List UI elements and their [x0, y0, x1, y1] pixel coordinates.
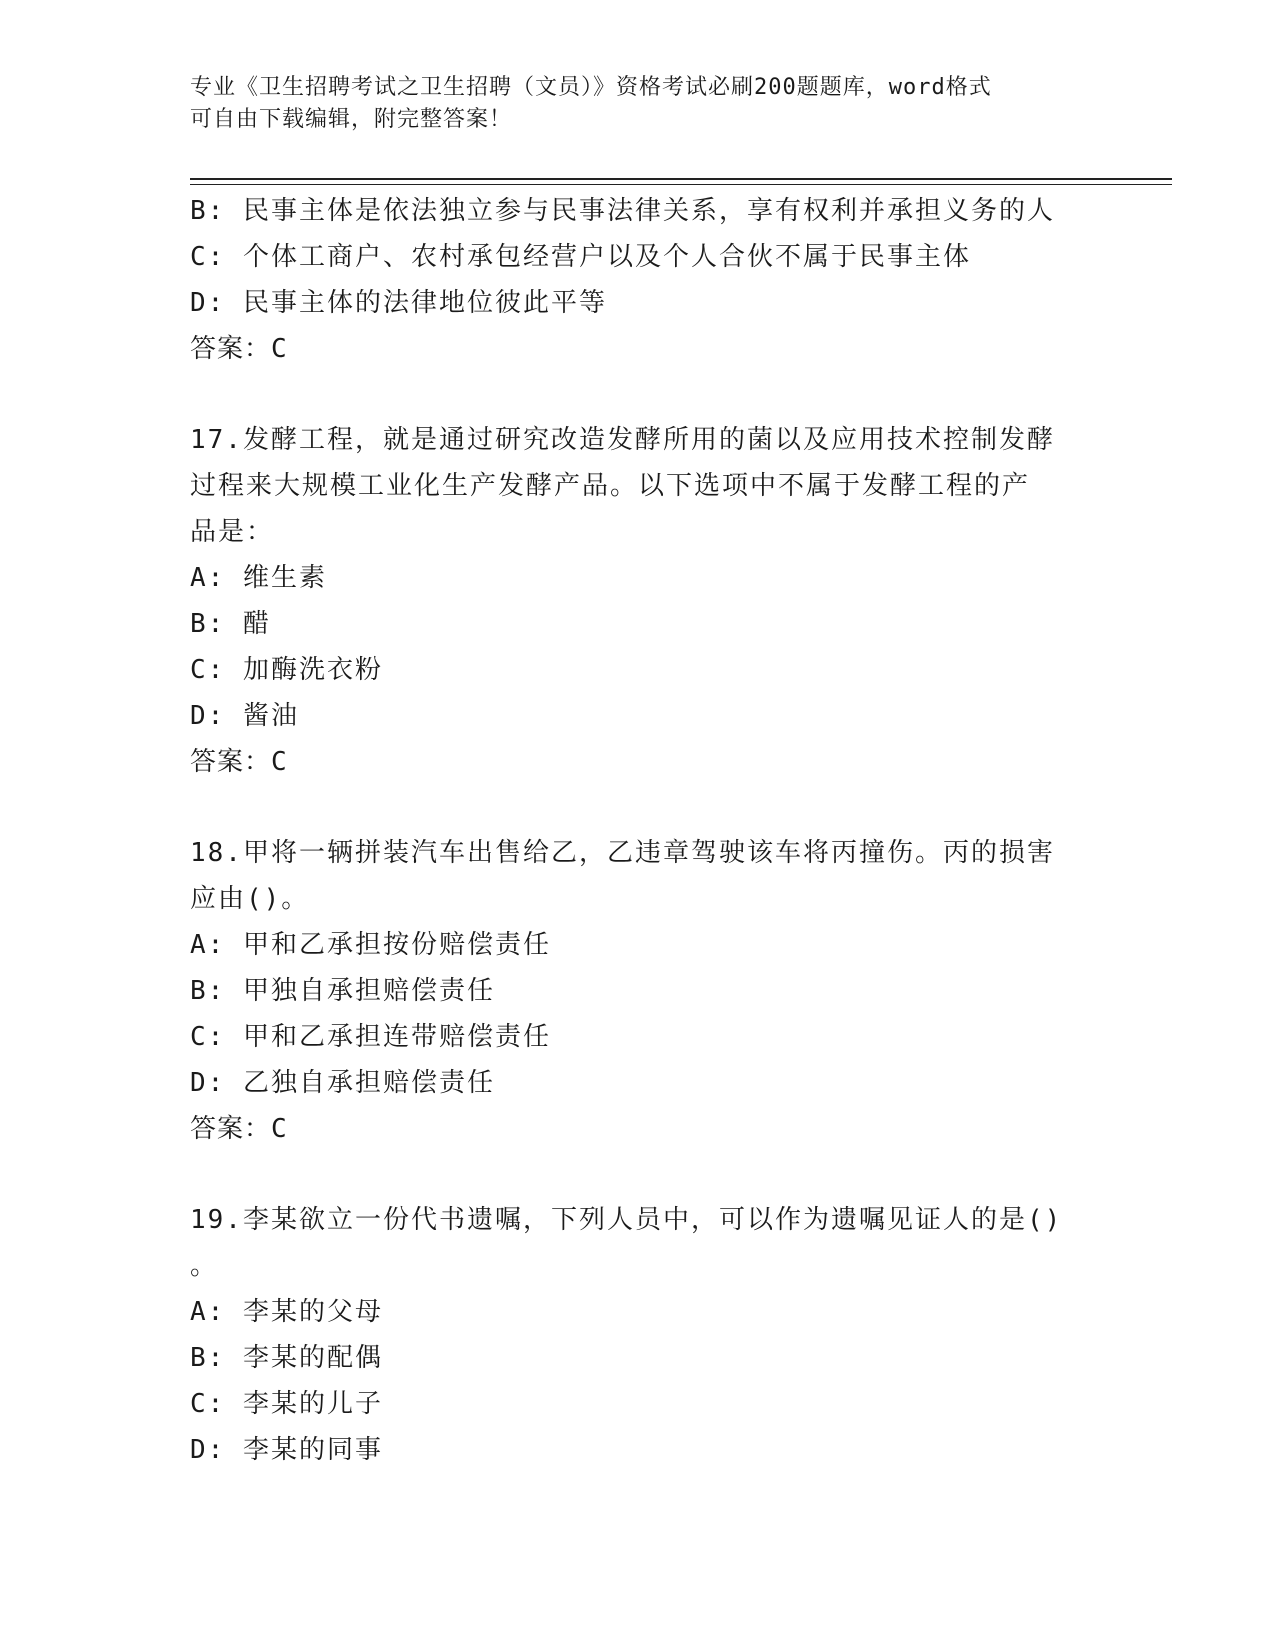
option-a: A: 李某的父母	[190, 1297, 383, 1327]
option-d: D: 李某的同事	[190, 1435, 383, 1465]
answer: 答案：C	[190, 1114, 288, 1144]
header-line-1: 专业《卫生招聘考试之卫生招聘（文员）》资格考试必刷200题题库，word格式	[190, 75, 992, 100]
option-b: B: 醋	[190, 609, 271, 639]
option-a: A: 甲和乙承担按份赔偿责任	[190, 930, 551, 960]
question-text-line: 应由()。	[190, 884, 310, 914]
page-header	[190, 72, 1090, 136]
question-19	[190, 1197, 1090, 1473]
option-d: D: 民事主体的法律地位彼此平等	[190, 288, 607, 318]
prev-question-block	[190, 188, 1090, 372]
document-body	[190, 188, 1090, 1473]
answer: 答案：C	[190, 747, 288, 777]
answer: 答案：C	[190, 334, 288, 364]
question-text-line: 18.甲将一辆拼装汽车出售给乙，乙违章驾驶该车将丙撞伤。丙的损害	[190, 838, 1055, 868]
question-text-line: 19.李某欲立一份代书遗嘱，下列人员中，可以作为遗嘱见证人的是()	[190, 1205, 1063, 1235]
option-c: C: 加酶洗衣粉	[190, 655, 383, 685]
option-b: B: 甲独自承担赔偿责任	[190, 976, 495, 1006]
option-b: B: 民事主体是依法独立参与民事法律关系，享有权利并承担义务的人	[190, 196, 1055, 226]
question-18	[190, 830, 1090, 1152]
question-text-line: 。	[190, 1251, 219, 1281]
option-c: C: 甲和乙承担连带赔偿责任	[190, 1022, 551, 1052]
question-text-line: 品是：	[190, 517, 275, 547]
header-divider-thin	[190, 184, 1172, 185]
option-d: D: 酱油	[190, 701, 299, 731]
option-a: A: 维生素	[190, 563, 327, 593]
option-d: D: 乙独自承担赔偿责任	[190, 1068, 495, 1098]
question-text-line: 过程来大规模工业化生产发酵产品。以下选项中不属于发酵工程的产	[190, 471, 1031, 501]
option-c: C: 个体工商户、农村承包经营户以及个人合伙不属于民事主体	[190, 242, 971, 272]
header-divider-thick	[190, 178, 1172, 180]
question-17	[190, 417, 1090, 785]
question-text-line: 17.发酵工程，就是通过研究改造发酵所用的菌以及应用技术控制发酵	[190, 425, 1055, 455]
header-line-2: 可自由下载编辑，附完整答案！	[190, 107, 513, 132]
option-b: B: 李某的配偶	[190, 1343, 383, 1373]
option-c: C: 李某的儿子	[190, 1389, 383, 1419]
